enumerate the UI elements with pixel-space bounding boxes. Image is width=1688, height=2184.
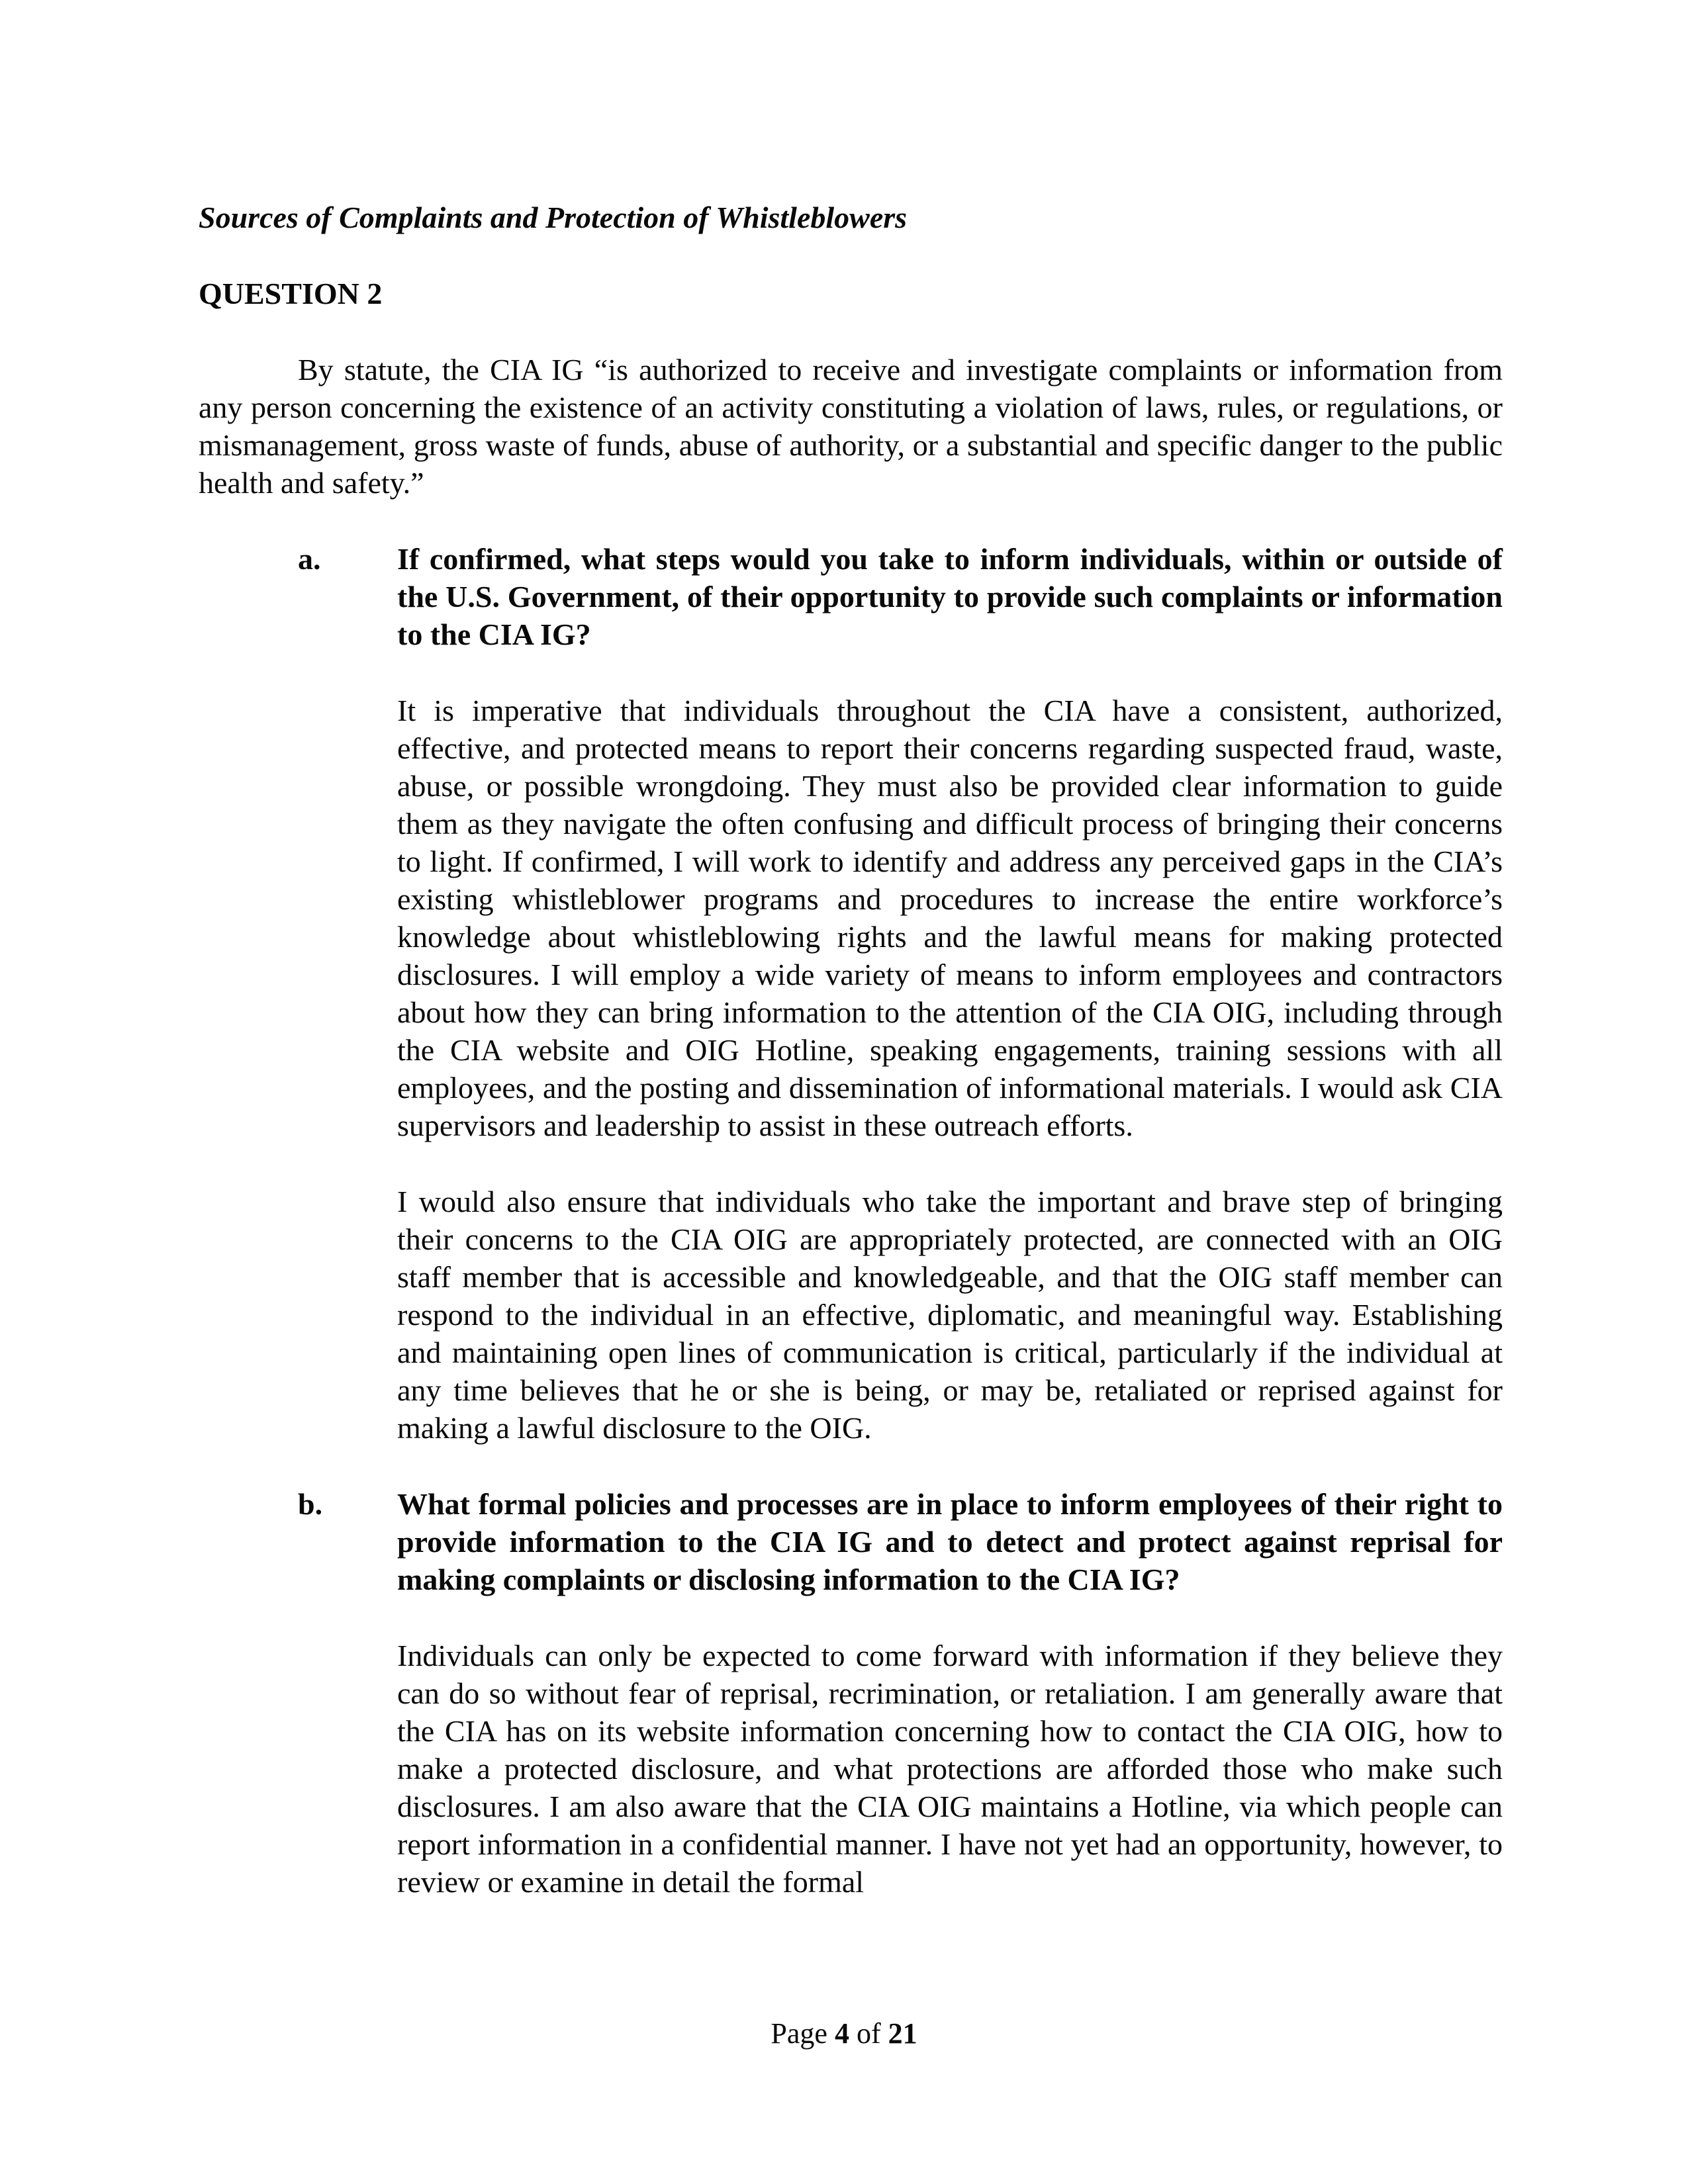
subquestion-a-text: If confirmed, what steps would you take to inform individuals, within or outside of the U.S. Government, of their opportunity to provide such complaints or information to the CIA IG? [397, 542, 1503, 651]
footer-page-total: 21 [888, 2017, 917, 2050]
answer-b-paragraph-1: Individuals can only be expected to come forward with information if they believe they can do so without fear of reprisal, recrimination, or retaliation. I am generally aware that the CIA has on its website information concerning how to contact the CIA OIG, how to make a protected disclosure, and what protections are afforded those who make such disclosures. I am also aware that the CIA OIG maintains a Hotline, via which people can report information in a confidential manner. I have not yet had an opportunity, however, to review or examine in detail the formal [397, 1639, 1503, 1899]
footer-page-number: 4 [834, 2017, 849, 2050]
statute-intro-paragraph: By statute, the CIA IG “is authorized to receive and investigate complaints or information from any person concerning the existence of an activity constituting a violation of laws, rules, or regulations, or mismanagement, gross waste of funds, abuse of authority, or a substantial and specific danger to the public health and safety.” [199, 353, 1503, 500]
section-title: Sources of Complaints and Protection of Whistleblowers [199, 201, 908, 234]
question-number-heading: QUESTION 2 [199, 277, 383, 310]
subquestion-a-letter: a. [298, 542, 321, 576]
footer-of-word: of [856, 2017, 881, 2050]
subquestion-a [199, 540, 1503, 653]
subquestion-b [199, 1485, 1503, 1598]
subquestion-b-letter: b. [298, 1487, 323, 1521]
answer-a-paragraph-2: I would also ensure that individuals who take the important and brave step of bringing their concerns to the CIA OIG are appropriately protected, are connected with an OIG staff member that is accessible and knowledgeable, and that the OIG staff member can respond to the individual in an effective, diplomatic, and meaningful way. Establishing and maintaining open lines of communication is critical, particularly if the individual at any time believes that he or she is being, or may be, retaliated or reprised against for making a lawful disclosure to the OIG. [397, 1185, 1503, 1445]
footer-page-word: Page [771, 2017, 827, 2050]
answer-a-paragraph-1: It is imperative that individuals throughout the CIA have a consistent, authorized, effective, and protected means to report their concerns regarding suspected fraud, waste, abuse, or possible wrongdoing. They must also be provided clear information to guide them as they navigate the often confusing and difficult process of bringing their concerns to light. If confirmed, I will work to identify and address any perceived gaps in the CIA’s existing whistleblower programs and procedures to increase the entire workforce’s knowledge about whistleblowing rights and the lawful means for making protected disclosures. I will employ a wide variety of means to inform employees and contractors about how they can bring information to the attention of the CIA OIG, including through the CIA website and OIG Hotline, speaking engagements, training sessions with all employees, and the posting and dissemination of informational materials. I would ask CIA supervisors and leadership to assist in these outreach efforts. [397, 694, 1503, 1142]
page-footer [0, 2017, 1688, 2050]
subquestion-b-text: What formal policies and processes are in place to inform employees of their right to provide information to the CIA IG and to detect and protect against reprisal for making complaints or disclosing information to the CIA IG? [397, 1487, 1503, 1596]
